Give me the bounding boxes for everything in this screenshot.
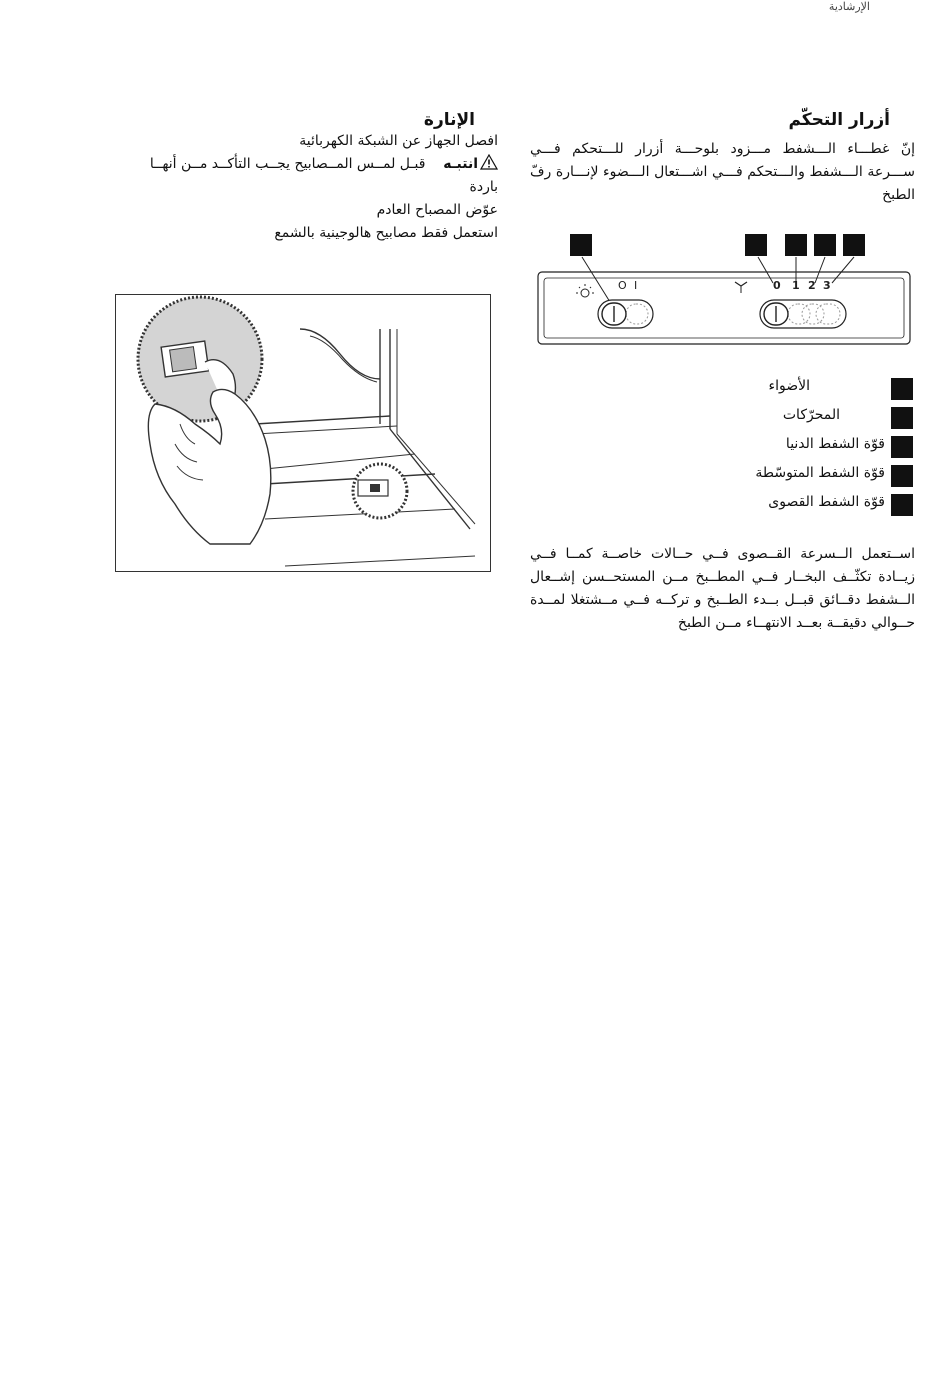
legend-row-speed-min [650, 432, 915, 461]
usage-paragraph: اســتعمل الــسرعة القــصوى فــي حــالات خاصــة كمــا فــي زيــادة تكثّــف البخــار فــي المطــبخ مــن المستحــسن إشــعال الــشفط دقــائق قبــل بــدء الطــبخ و تركــه فــي مــشتغلا لمــدة حــوالي دقيقــة بعــد الانتهــاء مــن الطبخ [530, 546, 915, 631]
warning-triangle-icon [480, 154, 498, 170]
page-header: الإرشادية [828, 0, 870, 13]
lighting-step-disconnect: افصل الجهاز عن الشبكة الكهربائية [299, 133, 498, 149]
warning-label: انتبـه [443, 156, 478, 172]
callout-square-speed-3 [843, 234, 865, 256]
legend-label: المحرّكات [782, 407, 840, 423]
legend-row-motors [650, 403, 915, 432]
legend-square [891, 407, 913, 429]
lighting-step-halogen: استعمل فقط مصابيح هالوجينية بالشمع [274, 225, 498, 241]
callout-square-lights [570, 234, 592, 256]
light-off-symbol: O [618, 279, 627, 292]
lighting-heading: الإنارة [423, 110, 475, 130]
fan-position-0: 0 [773, 279, 781, 292]
legend-row-speed-max [650, 490, 915, 519]
warning-text: قبـل لمــس المــصابيح يجــب التأكــد مــن أنهــا [149, 156, 426, 172]
controls-heading: أزرار التحكّم [788, 110, 890, 130]
legend-label: قوّة الشفط المتوسّطة [755, 465, 885, 481]
lighting-step-replace: عوّض المصباح العادم [376, 202, 498, 218]
callout-square-motors [745, 234, 767, 256]
legend-label: قوّة الشفط الدنيا [785, 436, 885, 452]
legend-label: قوّة الشفط القصوى [768, 494, 885, 510]
legend-square [891, 436, 913, 458]
lighting-warning [110, 153, 498, 176]
legend-square [891, 494, 913, 516]
fan-position-1: 1 [792, 279, 800, 292]
light-on-symbol: I [634, 279, 638, 292]
lamp-replacement-illustration [115, 294, 492, 574]
legend-square [891, 378, 913, 400]
legend-square [891, 465, 913, 487]
control-panel-illustration [530, 255, 920, 355]
warning-text-continued: باردة [469, 179, 498, 195]
fan-position-2: 2 [808, 279, 816, 292]
legend-label: الأضواء [768, 378, 810, 394]
controls-legend [650, 374, 915, 519]
controls-intro: إنّ غطـــاء الـــشفط مـــزود بلوحـــة أزرار للـــتحكم فـــي ســـرعة الـــشفط والـــتحكم فـــي اشـــتعال الـــضوء لإنـــارة رفّ الطبخ [530, 141, 915, 203]
lighting-instructions [110, 130, 498, 245]
legend-row-lights [650, 374, 915, 403]
fan-position-3: 3 [823, 279, 831, 292]
callout-square-speed-1 [785, 234, 807, 256]
callout-square-speed-2 [814, 234, 836, 256]
legend-row-speed-mid [650, 461, 915, 490]
